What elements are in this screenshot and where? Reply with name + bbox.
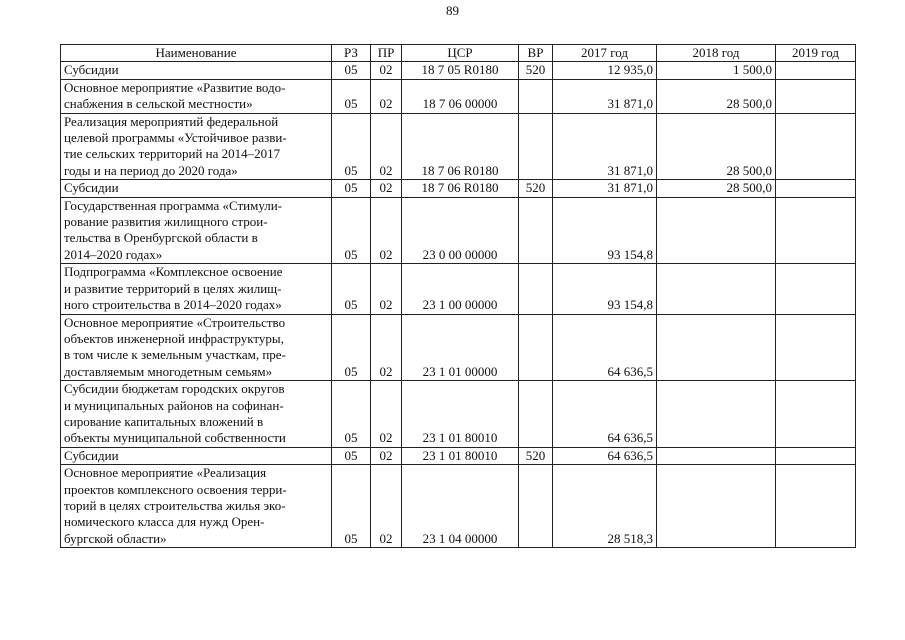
row-2019 <box>776 314 856 381</box>
row-csr: 23 1 04 00000 <box>402 465 519 548</box>
row-pr: 02 <box>371 381 402 448</box>
col-header-vr: ВР <box>519 45 553 62</box>
row-2019 <box>776 264 856 314</box>
row-pr: 02 <box>371 264 402 314</box>
row-vr <box>519 79 553 113</box>
table-row <box>61 180 856 197</box>
row-name: Основное мероприятие «Строительство объектов инженерной инфраструктуры, в том числе к земельным участкам, пре- доставляемым многодетным семьям» <box>61 314 332 381</box>
row-2017: 64 636,5 <box>553 381 657 448</box>
row-vr <box>519 465 553 548</box>
row-rz: 05 <box>332 113 371 180</box>
row-csr: 18 7 06 00000 <box>402 79 519 113</box>
table-row <box>61 79 856 113</box>
row-csr: 23 1 01 80010 <box>402 381 519 448</box>
col-header-pr: ПР <box>371 45 402 62</box>
table-row <box>61 314 856 381</box>
header-row <box>61 45 856 62</box>
row-csr: 23 1 01 80010 <box>402 447 519 464</box>
row-2018 <box>657 447 776 464</box>
table-row <box>61 62 856 79</box>
row-csr: 18 7 06 R0180 <box>402 180 519 197</box>
row-name: Подпрограмма «Комплексное освоение и развитие территорий в целях жилищ- ного строительства в 2014–2020 годах» <box>61 264 332 314</box>
table-row <box>61 381 856 448</box>
row-2019 <box>776 62 856 79</box>
row-rz: 05 <box>332 465 371 548</box>
row-2018 <box>657 314 776 381</box>
col-header-2017: 2017 год <box>553 45 657 62</box>
row-vr: 520 <box>519 447 553 464</box>
row-2018: 28 500,0 <box>657 180 776 197</box>
row-rz: 05 <box>332 264 371 314</box>
col-header-rz: РЗ <box>332 45 371 62</box>
row-pr: 02 <box>371 62 402 79</box>
table-row <box>61 264 856 314</box>
col-header-2019: 2019 год <box>776 45 856 62</box>
row-name: Основное мероприятие «Развитие водо- снабжения в сельской местности» <box>61 79 332 113</box>
row-rz: 05 <box>332 314 371 381</box>
row-2018: 28 500,0 <box>657 113 776 180</box>
row-rz: 05 <box>332 197 371 264</box>
row-vr <box>519 113 553 180</box>
row-pr: 02 <box>371 180 402 197</box>
row-name: Реализация мероприятий федеральной целевой программы «Устойчивое разви- тие сельских территорий на 2014–2017 годы и на период до 2020 года» <box>61 113 332 180</box>
row-2019 <box>776 381 856 448</box>
row-name: Субсидии <box>61 447 332 464</box>
row-2018 <box>657 465 776 548</box>
row-name: Субсидии <box>61 62 332 79</box>
row-2017: 31 871,0 <box>553 79 657 113</box>
row-2017: 12 935,0 <box>553 62 657 79</box>
row-2019 <box>776 465 856 548</box>
row-2017: 93 154,8 <box>553 264 657 314</box>
row-2019 <box>776 197 856 264</box>
row-2019 <box>776 79 856 113</box>
row-2019 <box>776 447 856 464</box>
row-2018 <box>657 381 776 448</box>
row-pr: 02 <box>371 197 402 264</box>
row-csr: 18 7 06 R0180 <box>402 113 519 180</box>
row-2017: 64 636,5 <box>553 447 657 464</box>
row-rz: 05 <box>332 62 371 79</box>
row-csr: 23 0 00 00000 <box>402 197 519 264</box>
row-name: Субсидии <box>61 180 332 197</box>
row-csr: 23 1 00 00000 <box>402 264 519 314</box>
table-row <box>61 197 856 264</box>
table-body <box>61 62 856 548</box>
table-row <box>61 465 856 548</box>
table-row <box>61 113 856 180</box>
row-2018: 28 500,0 <box>657 79 776 113</box>
row-vr <box>519 314 553 381</box>
row-2017: 64 636,5 <box>553 314 657 381</box>
row-2019 <box>776 180 856 197</box>
row-vr <box>519 381 553 448</box>
row-rz: 05 <box>332 180 371 197</box>
row-vr: 520 <box>519 62 553 79</box>
row-2018: 1 500,0 <box>657 62 776 79</box>
row-rz: 05 <box>332 447 371 464</box>
row-rz: 05 <box>332 79 371 113</box>
row-name: Основное мероприятие «Реализация проектов комплексного освоения терри- торий в целях строительства жилья эко- номического класса для нужд Орен- бургской области» <box>61 465 332 548</box>
budget-table <box>60 44 856 548</box>
row-vr <box>519 197 553 264</box>
row-pr: 02 <box>371 79 402 113</box>
table-row <box>61 447 856 464</box>
row-csr: 23 1 01 00000 <box>402 314 519 381</box>
row-2017: 28 518,3 <box>553 465 657 548</box>
row-2017: 31 871,0 <box>553 113 657 180</box>
row-pr: 02 <box>371 465 402 548</box>
col-header-2018: 2018 год <box>657 45 776 62</box>
row-name: Субсидии бюджетам городских округов и муниципальных районов на софинан- сирование капитальных вложений в объекты муниципальной собственности <box>61 381 332 448</box>
row-2017: 93 154,8 <box>553 197 657 264</box>
row-vr: 520 <box>519 180 553 197</box>
row-pr: 02 <box>371 447 402 464</box>
row-pr: 02 <box>371 113 402 180</box>
row-2019 <box>776 113 856 180</box>
row-2017: 31 871,0 <box>553 180 657 197</box>
row-name: Государственная программа «Стимули- рование развития жилищного строи- тельства в Оренбургской области в 2014–2020 годах» <box>61 197 332 264</box>
col-header-name: Наименование <box>61 45 332 62</box>
row-2018 <box>657 264 776 314</box>
row-2018 <box>657 197 776 264</box>
col-header-csr: ЦСР <box>402 45 519 62</box>
row-vr <box>519 264 553 314</box>
row-csr: 18 7 05 R0180 <box>402 62 519 79</box>
row-rz: 05 <box>332 381 371 448</box>
row-pr: 02 <box>371 314 402 381</box>
page-number: 89 <box>446 3 459 18</box>
